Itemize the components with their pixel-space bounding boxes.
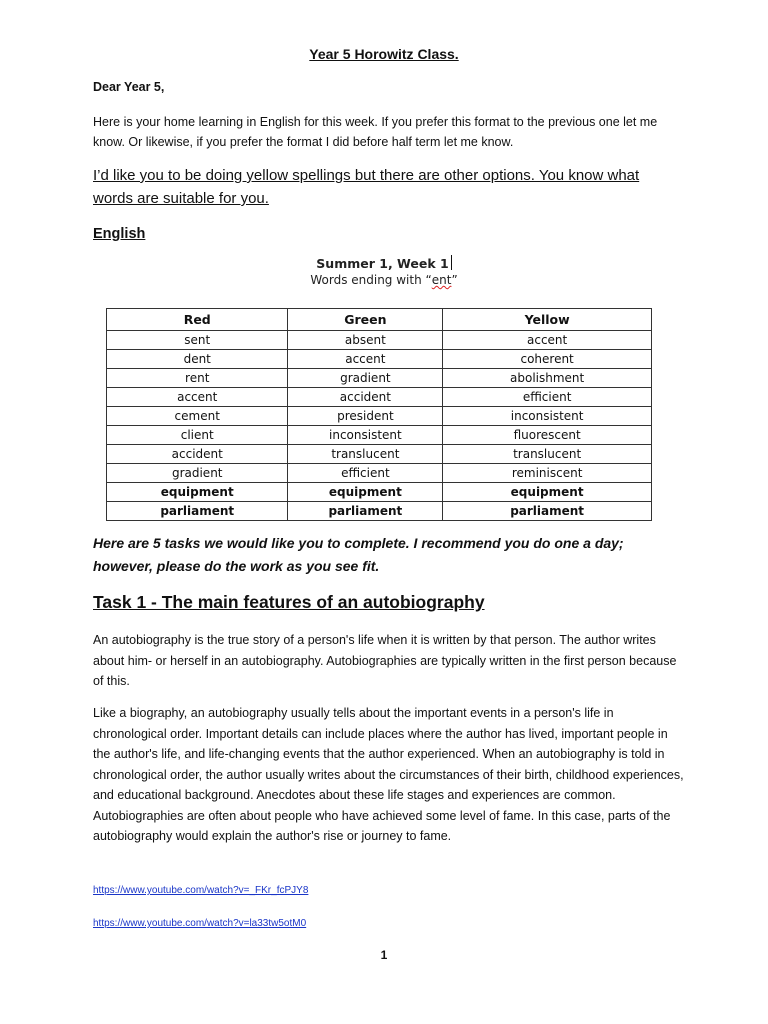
table-row [107,464,652,483]
table-cell: translucent [288,445,443,464]
table-cell: equipment [107,483,288,502]
table-row [107,426,652,445]
spelling-table [106,308,652,521]
table-cell: president [288,407,443,426]
table-cell: equipment [288,483,443,502]
table-cell: accident [107,445,288,464]
spelling-table-subtitle [0,273,768,287]
table-cell: cement [107,407,288,426]
table-cell: gradient [107,464,288,483]
table-cell: client [107,426,288,445]
task-1-heading: Task 1 - The main features of an autobiography [93,592,485,612]
table-cell: abolishment [443,369,652,388]
table-row [107,388,652,407]
table-cell: coherent [443,350,652,369]
column-header-red: Red [107,309,288,331]
youtube-link-2[interactable]: https://www.youtube.com/watch?v=la33tw5otM0 [93,918,307,929]
table-cell: accident [288,388,443,407]
youtube-link-1[interactable]: https://www.youtube.com/watch?v=_FKr_fcPJY8 [93,885,309,896]
table-row [107,445,652,464]
table-row [107,369,652,388]
tasks-intro: Here are 5 tasks we would like you to complete. I recommend you do one a day; however, please do the work as you see fit. [93,535,624,574]
column-header-green: Green [288,309,443,331]
table-cell: dent [107,350,288,369]
text-cursor-icon [451,255,452,270]
subtitle-prefix: Words ending with “ [310,273,432,287]
task-1-paragraph-2: Like a biography, an autobiography usually tells about the important events in a person's life in chronological order. Important details can include places where the author has lived, important people in the author's life, and life-changing events that the author experienced. When an autobiography is told in chronological order, the author usually writes about the circumstances of their birth, childhood experiences, and educational background. Anecdotes about these life stages and experiences are common. Autobiographies are often about people who have achieved some level of fame. In this case, parts of the autobiography would explain the author's rise or journey to fame. [93,706,684,843]
table-cell: absent [288,331,443,350]
table-cell: equipment [443,483,652,502]
table-cell: reminiscent [443,464,652,483]
spelling-table-title-text: Summer 1, Week 1 [316,256,449,271]
section-heading-english: English [93,226,146,242]
column-header-yellow: Yellow [443,309,652,331]
table-row [107,350,652,369]
spelling-table-title [0,255,768,271]
table-header-row [107,309,652,331]
table-cell: translucent [443,445,652,464]
table-cell: inconsistent [443,407,652,426]
subtitle-word: ent [431,273,452,287]
yellow-spellings-callout: I’d like you to be doing yellow spellings but there are other options. You know what words are suitable for you. [93,167,640,207]
table-cell: parliament [288,502,443,521]
table-row [107,483,652,502]
table-cell: sent [107,331,288,350]
table-cell: gradient [288,369,443,388]
table-cell: efficient [443,388,652,407]
table-cell: rent [107,369,288,388]
intro-paragraph: Here is your home learning in English for this week. If you prefer this format to the previous one let me know. Or likewise, if you prefer the format I did before half term let me know. [93,115,658,149]
document-title: Year 5 Horowitz Class. [309,46,459,62]
table-cell: parliament [443,502,652,521]
table-row [107,331,652,350]
greeting: Dear Year 5, [93,80,165,94]
table-cell: accent [288,350,443,369]
page-number: 1 [380,948,388,962]
table-row [107,407,652,426]
table-cell: accent [107,388,288,407]
subtitle-suffix: ” [451,273,458,287]
table-cell: accent [443,331,652,350]
table-row [107,502,652,521]
table-cell: inconsistent [288,426,443,445]
table-cell: efficient [288,464,443,483]
table-cell: parliament [107,502,288,521]
table-cell: fluorescent [443,426,652,445]
task-1-paragraph-1: An autobiography is the true story of a person's life when it is written by that person. The author writes about him- or herself in an autobiography. Autobiographies are typically written in the first person because of this. [93,633,677,688]
